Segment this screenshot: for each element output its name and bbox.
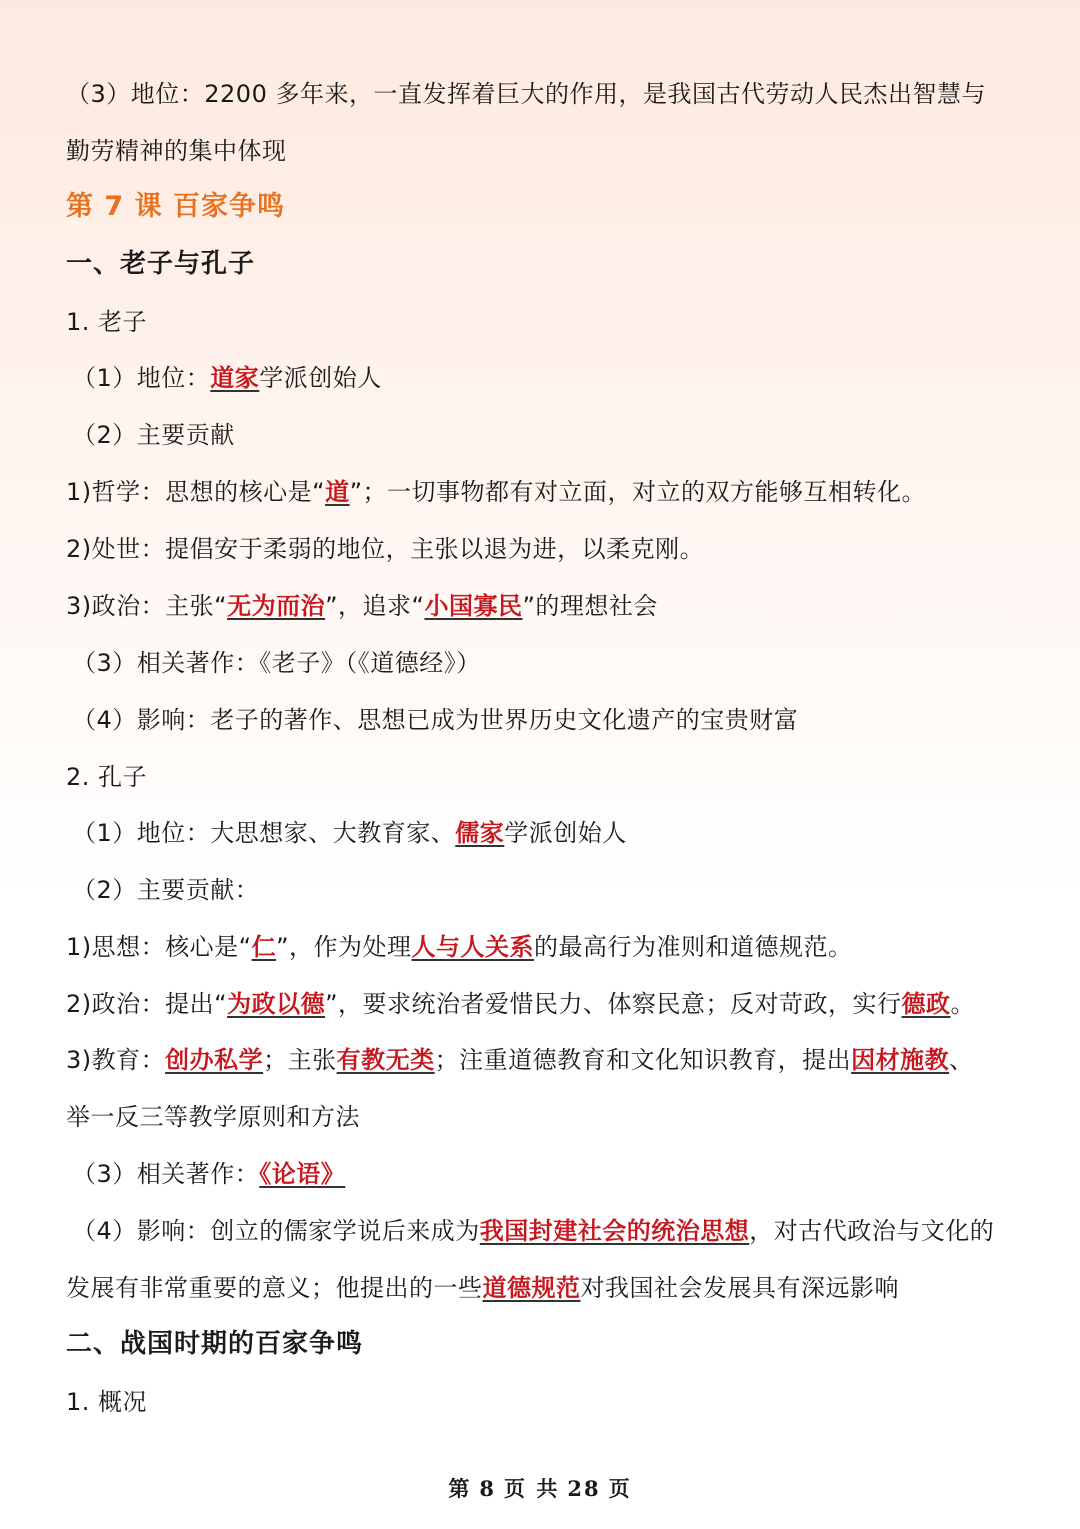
confucius-influence2-suffix: 对我国社会发展具有深远影响 (580, 1274, 899, 1302)
keyword-daodeguifan: 道德规范 (482, 1274, 581, 1302)
footer-total-pages: 28 (567, 1476, 601, 1501)
keyword-youjiaowulei: 有教无类 (336, 1046, 435, 1074)
overview-heading: 1. 概况 (66, 1388, 148, 1416)
laozi-status-suffix: 学派创始人 (259, 364, 382, 392)
laozi-heading: 1. 老子 (66, 308, 148, 336)
confucius-status-prefix: （1）地位：大思想家、大教育家、 (72, 819, 456, 847)
confucius-politics-suffix: 。 (950, 990, 976, 1018)
section-2-title: 二、战国时期的百家争鸣 (66, 1329, 364, 1359)
page-footer (0, 1473, 1080, 1503)
keyword-tongzhisixiang: 我国封建社会的统治思想 (479, 1217, 750, 1245)
confucius-politics-mid: ”，要求统治者爱惜民力、体察民意；反对苛政，实行 (325, 990, 902, 1018)
confucius-education-line-2: 举一反三等教学原则和方法 (66, 1103, 360, 1131)
confucius-heading: 2. 孔子 (66, 763, 148, 791)
confucius-influence-line-2 (66, 1271, 899, 1305)
confucius-thought (66, 930, 853, 964)
keyword-dezheng: 德政 (901, 990, 951, 1018)
confucius-influence-suffix: ，对古代政治与文化的 (749, 1217, 995, 1245)
laozi-politics-prefix: 3)政治：主张“ (66, 592, 228, 620)
confucius-status (72, 816, 627, 850)
confucius-works-prefix: （3）相关著作： (72, 1160, 260, 1188)
footer-current-page: 8 (479, 1476, 497, 1501)
intro-line-1: （3）地位：2200 多年来，一直发挥着巨大的作用，是我国古代劳动人民杰出智慧与 (66, 80, 986, 108)
confucius-influence2-prefix: 发展有非常重要的意义；他提出的一些 (66, 1274, 483, 1302)
confucius-education-suffix: 、 (949, 1046, 974, 1074)
laozi-status (72, 361, 382, 395)
laozi-contrib-heading: （2）主要贡献 (72, 421, 235, 449)
laozi-worldview: 2)处世：提倡安于柔弱的地位，主张以退为进，以柔克刚。 (66, 535, 705, 563)
laozi-status-prefix: （1）地位： (72, 364, 211, 392)
confucius-education (66, 1043, 974, 1077)
confucius-works (72, 1157, 345, 1191)
keyword-weizhengyide: 为政以德 (227, 990, 326, 1018)
laozi-politics-mid: ”，追求“ (325, 592, 425, 620)
confucius-influence-prefix: （4）影响：创立的儒家学说后来成为 (72, 1217, 480, 1245)
confucius-education-prefix: 3)教育： (66, 1046, 166, 1074)
laozi-politics-suffix: ”的理想社会 (522, 592, 658, 620)
laozi-influence: （4）影响：老子的著作、思想已成为世界历史文化遗产的宝贵财富 (72, 706, 799, 734)
footer-suffix: 页 (608, 1476, 632, 1501)
keyword-daojia: 道家 (210, 364, 260, 392)
keyword-lunyu: 《论语》 (259, 1160, 346, 1188)
keyword-ren: 仁 (251, 933, 277, 961)
confucius-contrib-heading: （2）主要贡献： (72, 876, 260, 904)
confucius-politics-prefix: 2)政治：提出“ (66, 990, 228, 1018)
intro-line-2: 勤劳精神的集中体现 (66, 137, 287, 165)
confucius-thought-suffix: 的最高行为准则和道德规范。 (534, 933, 853, 961)
footer-prefix: 第 (448, 1476, 472, 1501)
confucius-politics (66, 987, 975, 1021)
laozi-philosophy-suffix: ”；一切事物都有对立面，对立的双方能够互相转化。 (349, 478, 927, 506)
section-1-title: 一、老子与孔子 (66, 249, 256, 279)
keyword-renyuren: 人与人关系 (411, 933, 535, 961)
confucius-thought-mid: ”，作为处理 (276, 933, 412, 961)
keyword-yincaishijiao: 因材施教 (851, 1046, 950, 1074)
confucius-education-mid1: ；主张 (263, 1046, 337, 1074)
confucius-status-suffix: 学派创始人 (504, 819, 627, 847)
confucius-influence (72, 1214, 994, 1248)
laozi-works: （3）相关著作：《老子》（《道德经》） (72, 649, 481, 677)
laozi-politics (66, 589, 658, 623)
confucius-thought-prefix: 1)思想：核心是“ (66, 933, 252, 961)
keyword-rujia: 儒家 (455, 819, 505, 847)
keyword-chuangbansixue: 创办私学 (165, 1046, 264, 1074)
keyword-wuwei: 无为而治 (227, 592, 326, 620)
chapter-title: 第 7 课 百家争鸣 (66, 191, 285, 222)
confucius-education-mid2: ；注重道德教育和文化知识教育，提出 (434, 1046, 852, 1074)
laozi-philosophy-prefix: 1)哲学：思想的核心是“ (66, 478, 326, 506)
keyword-dao: 道 (325, 478, 350, 506)
footer-mid: 页 共 (504, 1476, 560, 1501)
keyword-xiaoguo: 小国寡民 (424, 592, 523, 620)
laozi-philosophy (66, 475, 926, 509)
